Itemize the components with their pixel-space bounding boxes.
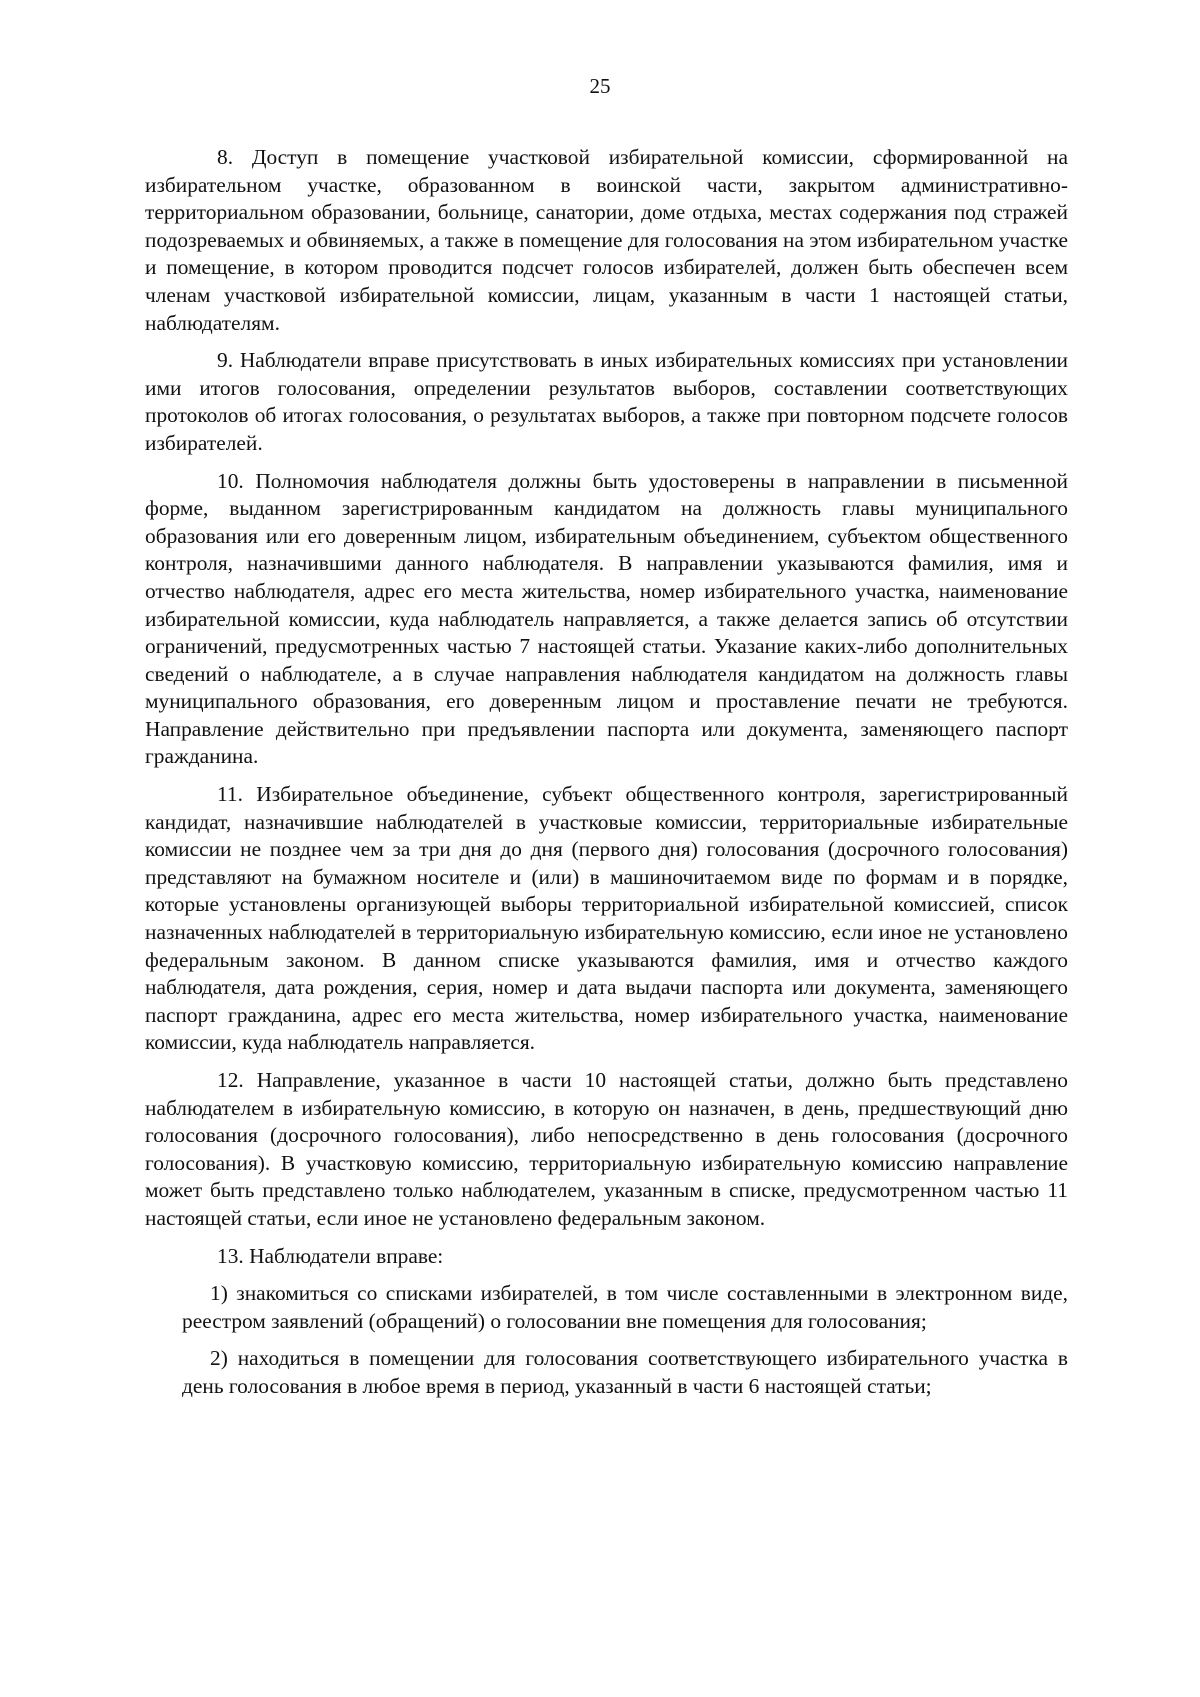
paragraph-number: 13. xyxy=(217,1243,244,1268)
paragraph-text: Направление, указанное в части 10 настоящей статьи, должно быть представлено наблюдателем в избирательную комиссию, в которую он назначен, в день, предшествующий дню голосования (досрочного голосования), либо непосредственно в день голосования (досрочного голосования). В участковую комиссию, территориальную избирательную комиссию направление может быть представлено только наблюдателем, указанным в списке, предусмотренном частью 11 настоящей статьи, если иное не установлено федеральным законом. xyxy=(145,1068,1068,1230)
paragraph-number: 9. xyxy=(217,348,234,373)
paragraph-10 xyxy=(145,468,1068,772)
paragraph-12 xyxy=(145,1067,1068,1233)
list-item-text: знакомиться со списками избирателей, в том числе составленными в электронном виде, реестром заявлений (обращений) о голосовании вне помещения для голосования; xyxy=(182,1281,1068,1333)
paragraph-number: 8. xyxy=(217,145,234,169)
paragraph-8 xyxy=(145,144,1068,337)
paragraph-text: Наблюдатели вправе присутствовать в иных избирательных комиссиях при установлении ими итогов голосования, определении результатов выборов, составлении соответствующих протоколов об итогах голосования, о результатах выборов, а также при повторном подсчете голосов избирателей. xyxy=(145,348,1068,455)
list-item-number: 1) xyxy=(210,1281,228,1306)
list-item-number: 2) xyxy=(210,1346,228,1371)
paragraph-number: 11. xyxy=(217,782,243,807)
paragraph-number: 10. xyxy=(217,468,244,493)
page-number: 25 xyxy=(589,74,611,98)
paragraph-text: Избирательное объединение, субъект общественного контроля, зарегистрированный кандидат, назначившие наблюдателей в участковые комиссии, территориальные избирательные комиссии не позднее чем за три дня до дня (первого дня) голосования (досрочного голосования) представляют на бумажном носителе и (или) в машиночитаемом виде по формам и в порядке, которые установлены организующей выборы территориальной избирательной комиссией, список назначенных наблюдателей в территориальную избирательную комиссию, если иное не установлено федеральным законом. В данном списке указываются фамилия, имя и отчество каждого наблюдателя, дата рождения, серия, номер и дата выдачи паспорта или документа, заменяющего паспорт гражданина, адрес его места жительства, номер избирательного участка, наименование комиссии, куда наблюдатель направляется. xyxy=(145,782,1068,1055)
paragraph-number: 12. xyxy=(217,1068,244,1092)
paragraph-text: Доступ в помещение участковой избирательной комиссии, сформированной на избирательном участке, образованном в воинской части, закрытом административно-территориальном образовании, больнице, санатории, доме отдыха, местах содержания под стражей подозреваемых и обвиняемых, а также в помещение для голосования на этом избирательном участке и помещение, в котором проводится подсчет голосов избирателей, должен быть обеспечен всем членам участковой избирательной комиссии, лицам, указанным в части 1 настоящей статьи, наблюдателям. xyxy=(145,145,1068,335)
paragraph-text: Наблюдатели вправе: xyxy=(249,1243,444,1268)
paragraph-text: Полномочия наблюдателя должны быть удостоверены в направлении в письменной форме, выданном зарегистрированным кандидатом на должность главы муниципального образования или его доверенным лицом, избирательным объединением, субъектом общественного контроля, назначившими данного наблюдателя. В направлении указываются фамилия, имя и отчество наблюдателя, адрес его места жительства, номер избирательного участка, наименование избирательной комиссии, куда наблюдатель направляется, а также делается запись об отсутствии ограничений, предусмотренных частью 7 настоящей статьи. Указание каких-либо дополнительных сведений о наблюдателе, а в случае направления наблюдателя кандидатом на должность главы муниципального образования, его доверенным лицом и проставление печати не требуются. Направление действительно при предъявлении паспорта или документа, заменяющего паспорт гражданина. xyxy=(145,468,1068,769)
paragraph-9 xyxy=(145,347,1068,457)
list-item-text: находиться в помещении для голосования соответствующего избирательного участка в день голосования в любое время в период, указанный в части 6 настоящей статьи; xyxy=(182,1346,1068,1398)
list-item-1 xyxy=(182,1280,1068,1335)
paragraph-11 xyxy=(145,781,1068,1057)
paragraph-13 xyxy=(145,1243,1068,1271)
list-item-2 xyxy=(182,1345,1068,1400)
document-body xyxy=(145,144,1068,1411)
